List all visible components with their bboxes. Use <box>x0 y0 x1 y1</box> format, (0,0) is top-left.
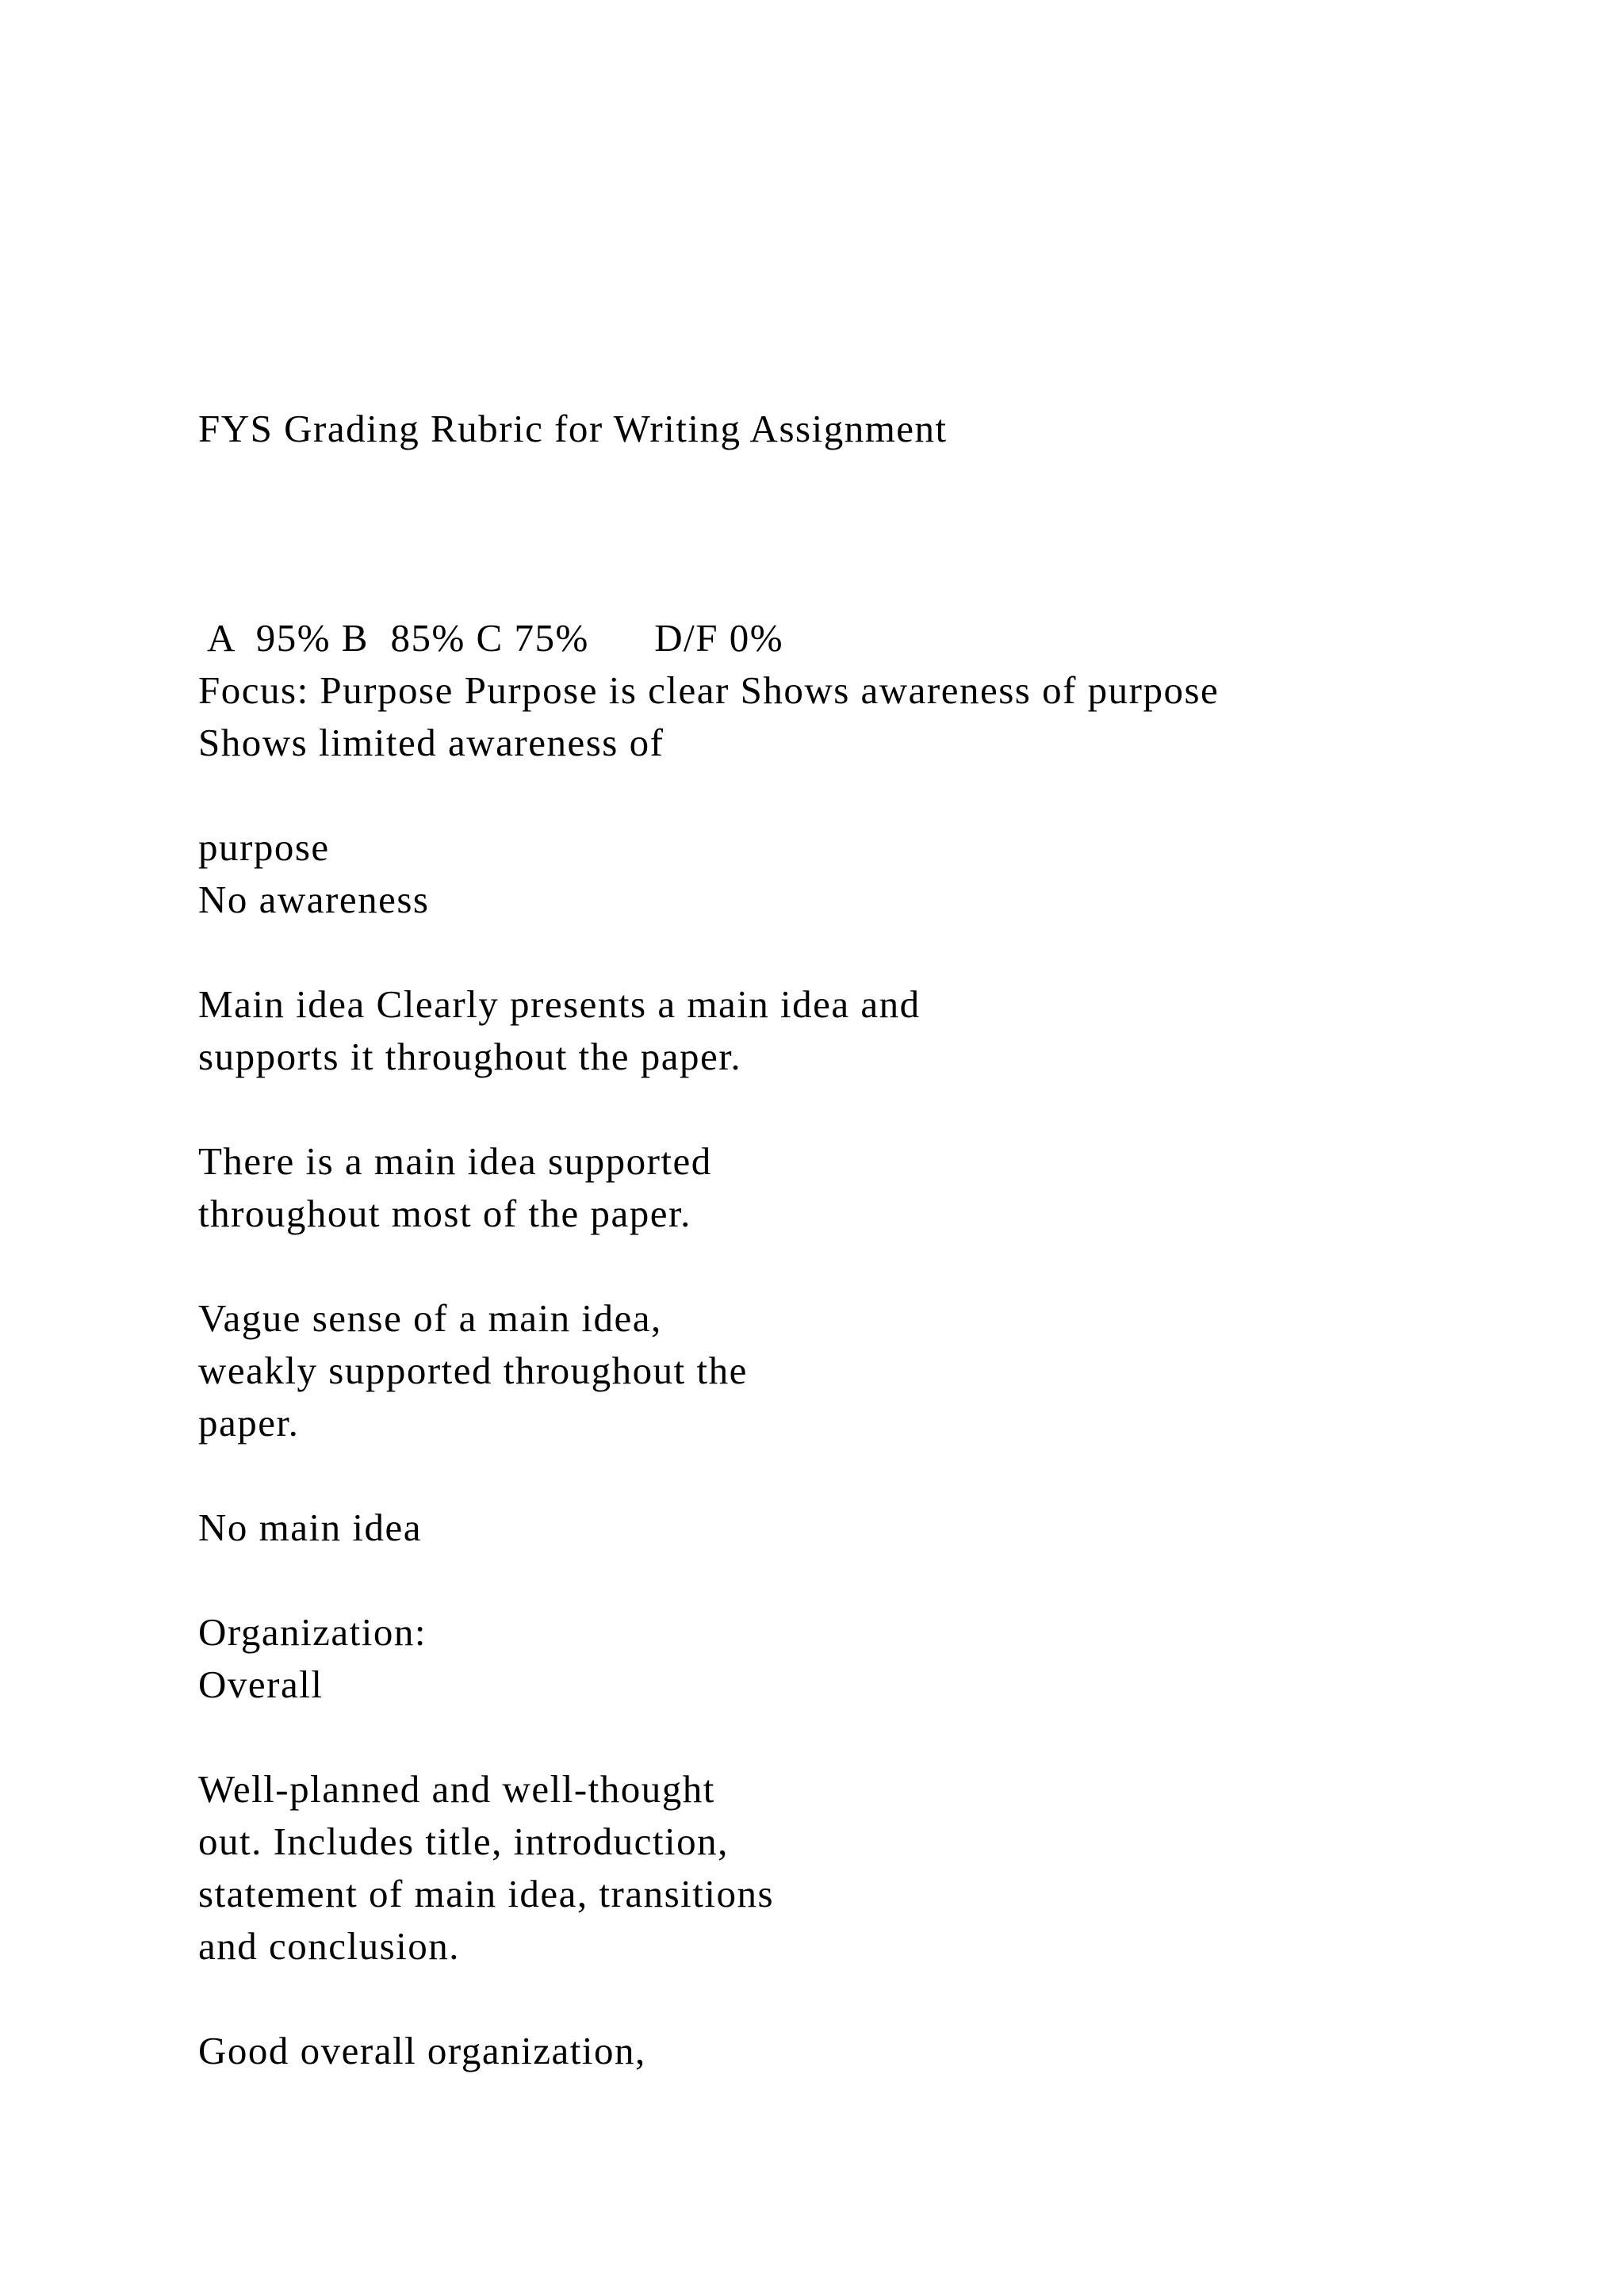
text-line: throughout most of the paper. <box>198 1192 691 1235</box>
text-line: and conclusion. <box>198 1924 461 1968</box>
text-line: Overall <box>198 1663 324 1706</box>
text-line: weakly supported throughout the <box>198 1349 748 1392</box>
text-line: No main idea <box>198 1506 422 1549</box>
text-line: supports it throughout the paper. <box>198 1035 742 1078</box>
text-line: out. Includes title, introduction, <box>198 1820 729 1863</box>
text-line: Vague sense of a main idea, <box>198 1296 662 1340</box>
text-line: Well-planned and well-thought <box>198 1767 715 1811</box>
text-line: No awareness <box>198 878 430 921</box>
text-line: Main idea Clearly presents a main idea and <box>198 982 921 1026</box>
document-title: FYS Grading Rubric for Writing Assignment <box>198 407 948 450</box>
text-line: paper. <box>198 1401 300 1445</box>
text-line: Shows limited awareness of <box>198 721 665 764</box>
text-line: There is a main idea supported <box>198 1139 712 1183</box>
text-line: Organization: <box>198 1610 427 1654</box>
text-line: Good overall organization, <box>198 2029 646 2072</box>
grade-scale-header: A 95% B 85% C 75% D/F 0% <box>198 616 784 660</box>
text-line: purpose <box>198 825 330 869</box>
text-line: statement of main idea, transitions <box>198 1872 775 1915</box>
text-line: Focus: Purpose Purpose is clear Shows awareness of purpose <box>198 668 1220 712</box>
